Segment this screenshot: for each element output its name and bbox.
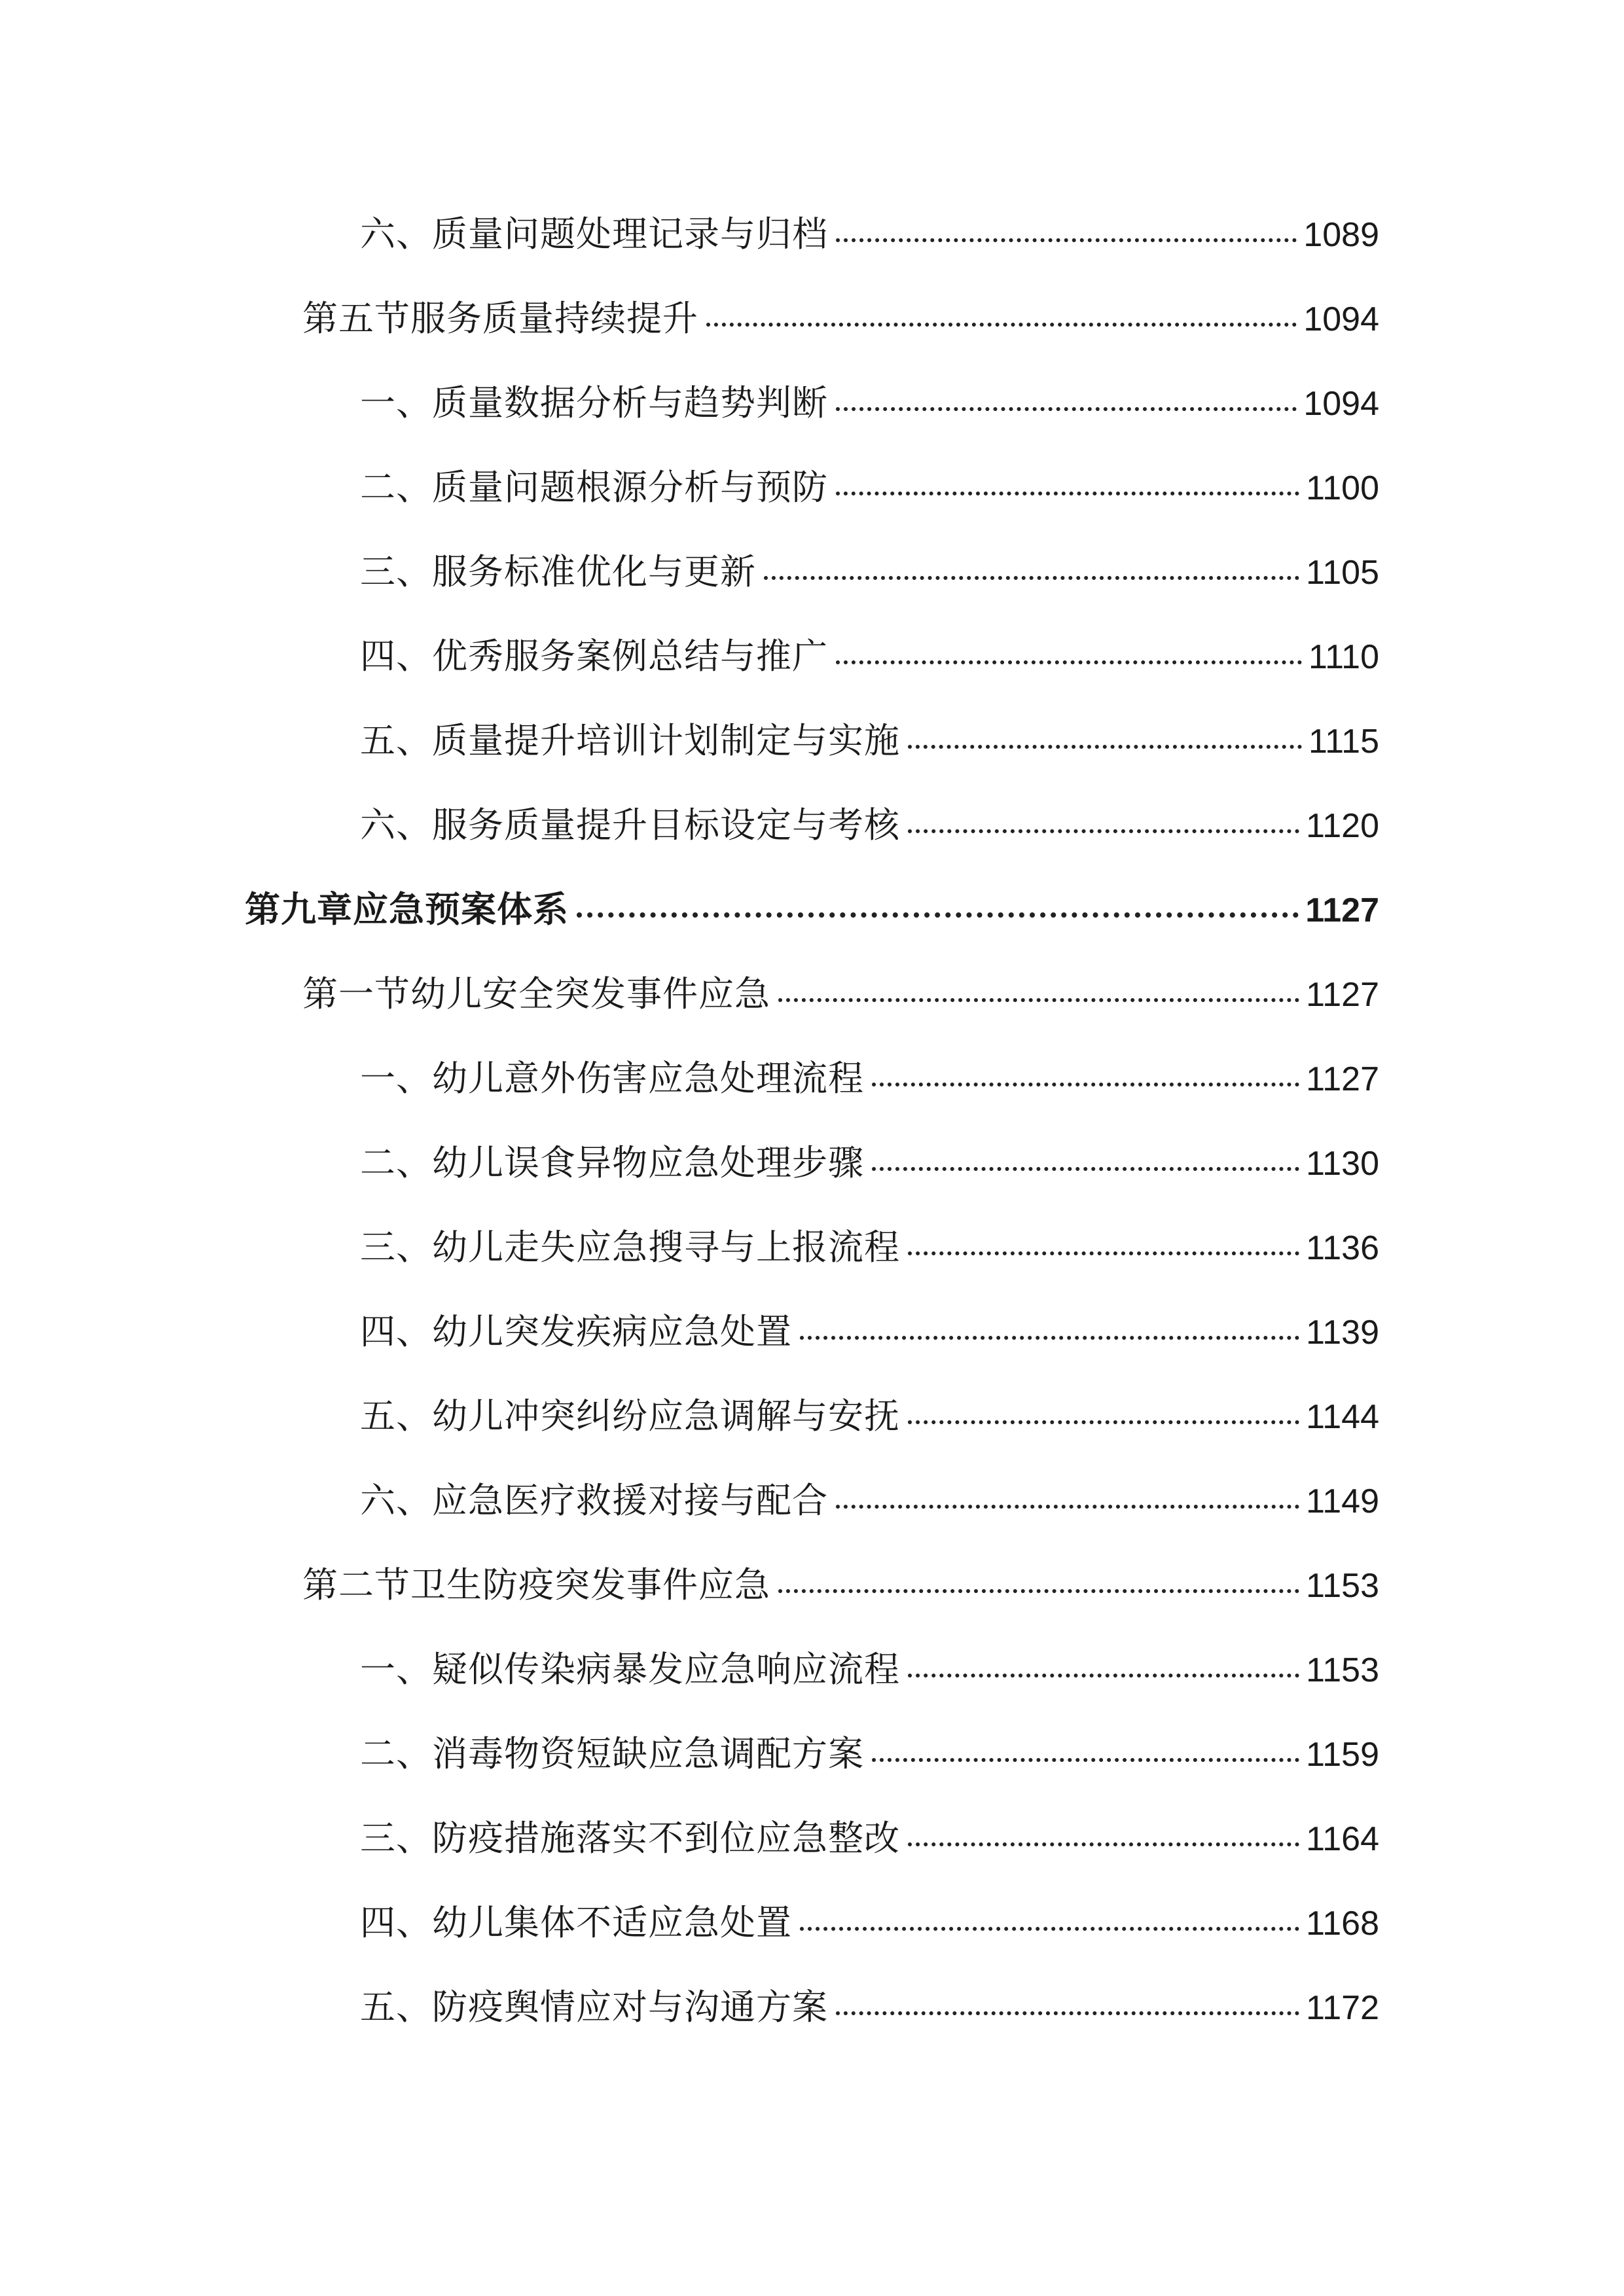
toc-page-number: 1153 [1306,1651,1379,1689]
dot-leader [908,1674,1299,1677]
toc-subsection-entry[interactable] [360,1306,1379,1358]
toc-entry-title: 六、服务质量提升目标设定与考核 [360,804,900,846]
toc-entry-title: 四、幼儿突发疾病应急处置 [360,1311,792,1352]
toc-subsection-entry[interactable] [360,630,1379,683]
toc-subsection-entry[interactable] [360,208,1379,260]
dot-leader [836,1505,1299,1509]
dot-leader [872,1758,1299,1762]
toc-subsection-entry[interactable] [360,1390,1379,1443]
toc-page-number: 1136 [1306,1229,1379,1267]
toc-page-number: 1110 [1308,638,1379,676]
toc-entry-title: 五、质量提升培训计划制定与实施 [360,720,900,761]
toc-subsection-entry[interactable] [360,1981,1379,2034]
toc-subsection-entry[interactable] [360,1052,1379,1105]
toc-entry-title: 第二节卫生防疫突发事件应急 [302,1564,770,1605]
dot-leader [908,1251,1299,1255]
toc-section-entry[interactable] [302,293,1379,345]
toc-subsection-entry[interactable] [360,546,1379,598]
dot-leader [908,1420,1299,1424]
toc-entry-title: 三、幼儿走失应急搜寻与上报流程 [360,1227,900,1268]
toc-page-number: 1130 [1306,1145,1379,1183]
toc-section-entry[interactable] [302,1559,1379,1611]
toc-entry-title: 一、疑似传染病暴发应急响应流程 [360,1649,900,1690]
dot-leader [577,912,1299,918]
toc-entry-title: 六、应急医疗救援对接与配合 [360,1480,828,1521]
toc-entry-title: 一、质量数据分析与趋势判断 [360,382,828,423]
toc-page-number: 1159 [1306,1736,1379,1774]
toc-page-number: 1149 [1306,1482,1379,1520]
dot-leader [872,1083,1299,1086]
toc-chapter-entry[interactable] [245,884,1379,936]
toc-entry-title: 二、幼儿误食异物应急处理步骤 [360,1142,864,1183]
toc-page-number: 1115 [1308,723,1379,761]
toc-page-number: 1105 [1306,554,1379,592]
dot-leader [908,745,1302,749]
toc-page-number: 1139 [1306,1314,1379,1352]
toc-subsection-entry[interactable] [360,377,1379,429]
toc-entry-title: 二、消毒物资短缺应急调配方案 [360,1733,864,1774]
dot-leader [836,492,1299,495]
toc-page-number: 1094 [1303,300,1379,338]
toc-entry-title: 五、防疫舆情应对与沟通方案 [360,1986,828,2028]
toc-subsection-entry[interactable] [360,1897,1379,1949]
dot-leader [836,2011,1299,2015]
toc-subsection-entry[interactable] [360,1643,1379,1696]
dot-leader [908,829,1299,833]
toc-page-number: 1089 [1303,216,1379,254]
toc-entry-title: 三、防疫措施落实不到位应急整改 [360,1818,900,1859]
dot-leader [836,238,1297,242]
toc-entry-title: 第一节幼儿安全突发事件应急 [302,973,770,1014]
toc-entry-title: 六、质量问题处理记录与归档 [360,213,828,255]
toc-page-number: 1168 [1306,1905,1379,1943]
toc-page-number: 1127 [1305,891,1379,929]
toc-subsection-entry[interactable] [360,1812,1379,1865]
toc-page-number: 1127 [1306,976,1379,1014]
toc-subsection-entry[interactable] [360,1137,1379,1189]
toc-page-number: 1100 [1306,469,1379,507]
toc-section-entry[interactable] [302,968,1379,1020]
toc-entry-title: 五、幼儿冲突纠纷应急调解与安抚 [360,1395,900,1437]
toc-subsection-entry[interactable] [360,799,1379,852]
dot-leader [706,323,1297,327]
dot-leader [836,407,1297,411]
toc-page-number: 1127 [1306,1060,1379,1098]
dot-leader [764,576,1299,580]
toc-entry-title: 第九章应急预案体系 [245,889,569,930]
toc-subsection-entry[interactable] [360,461,1379,514]
toc-subsection-entry[interactable] [360,715,1379,767]
toc-page-number: 1120 [1306,807,1379,845]
dot-leader [872,1167,1299,1171]
toc-subsection-entry[interactable] [360,1728,1379,1780]
dot-leader [778,998,1299,1002]
toc-page-number: 1153 [1306,1567,1379,1605]
toc-subsection-entry[interactable] [360,1221,1379,1274]
toc-entry-title: 一、幼儿意外伤害应急处理流程 [360,1058,864,1099]
toc-page-number: 1164 [1306,1820,1379,1858]
dot-leader [800,1336,1299,1340]
toc-entry-title: 四、幼儿集体不适应急处置 [360,1902,792,1943]
toc-entry-title: 四、优秀服务案例总结与推广 [360,636,828,677]
toc-subsection-entry[interactable] [360,1475,1379,1527]
toc-page-number: 1144 [1306,1398,1379,1436]
dot-leader [908,1842,1299,1846]
toc-entry-title: 二、质量问题根源分析与预防 [360,467,828,508]
toc-entry-title: 三、服务标准优化与更新 [360,551,756,592]
dot-leader [800,1927,1299,1931]
dot-leader [778,1589,1299,1593]
toc-entry-title: 第五节服务质量持续提升 [302,298,698,339]
toc-page-number: 1172 [1306,1989,1379,2027]
dot-leader [836,660,1302,664]
toc-page-number: 1094 [1303,385,1379,423]
